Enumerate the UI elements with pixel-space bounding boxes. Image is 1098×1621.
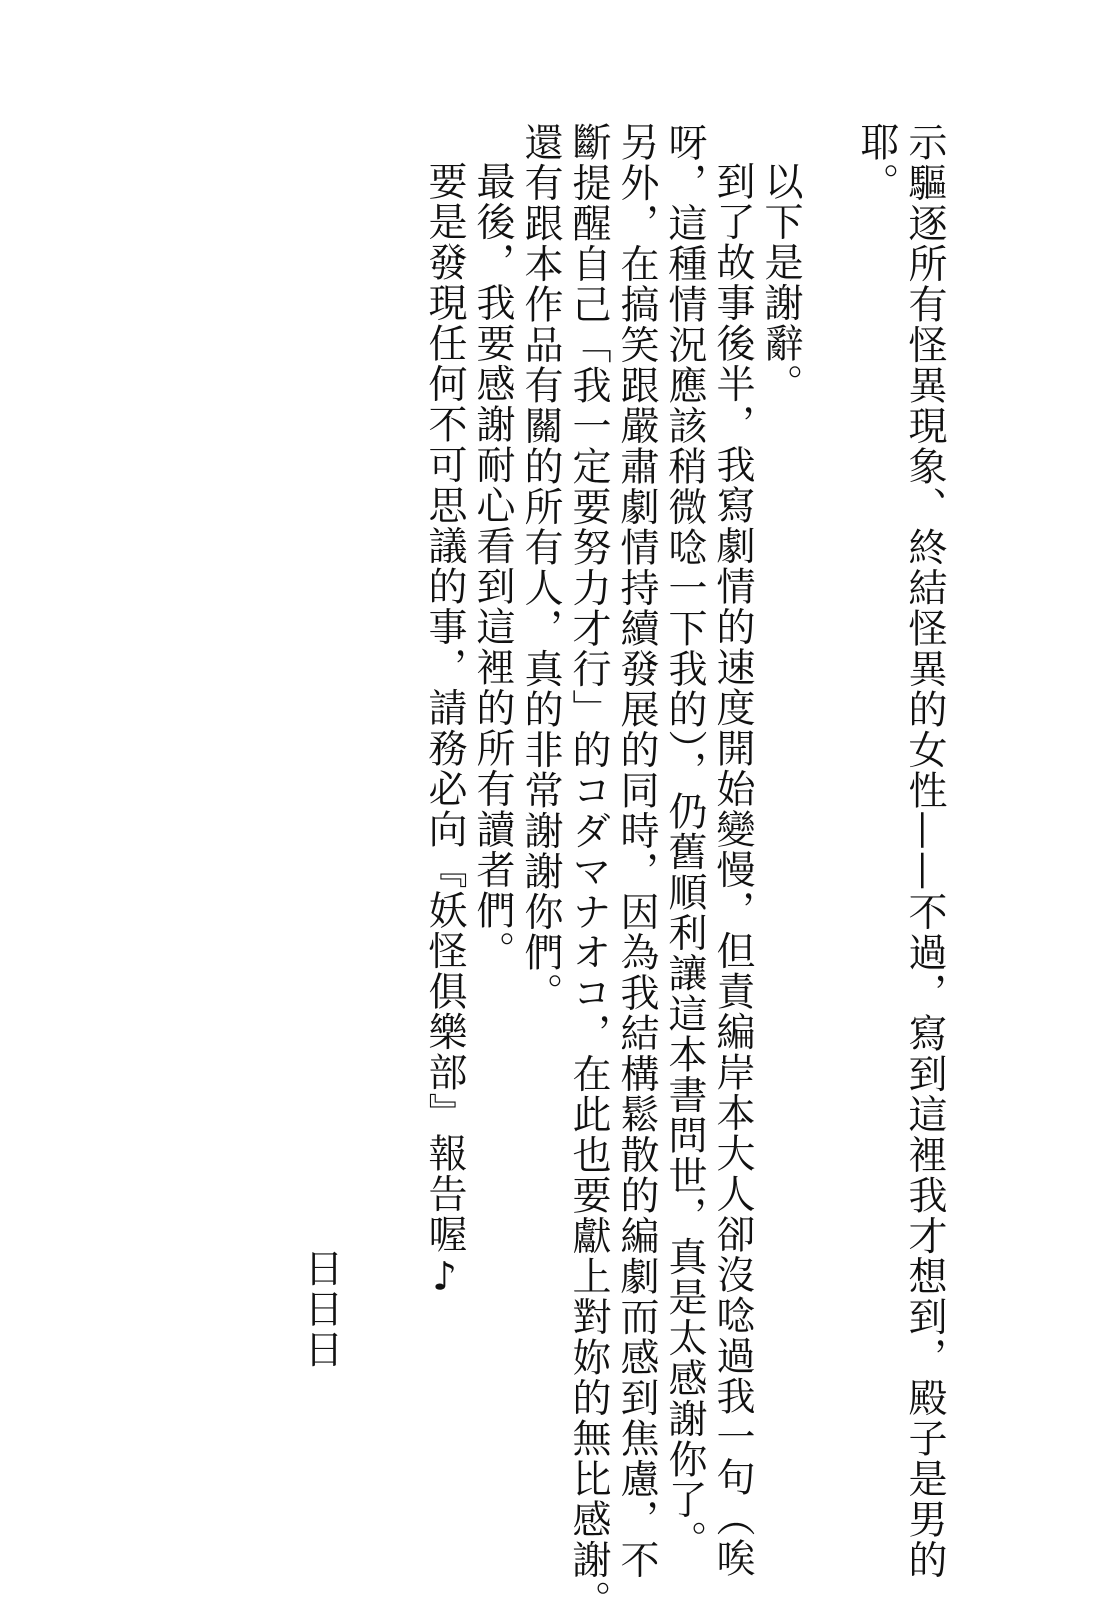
- text-line: 最後，我要感謝耐心看到這裡的所有讀者們。: [470, 161, 515, 971]
- text-line: 以下是謝辭。: [758, 161, 803, 404]
- text-line: 斷提醒自己「我一定要努力才行」的コダマナオコ，在此也要獻上對妳的無比感謝。: [566, 122, 611, 1621]
- text-line: 到了故事後半，我寫劇情的速度開始變慢，但責編岸本大人卻沒唸過我一句（唉: [710, 161, 755, 1579]
- blank-line: [804, 122, 852, 1422]
- author-signature: 日日日: [298, 1248, 343, 1370]
- text-line: 耶。: [854, 122, 899, 203]
- text-line: 示驅逐所有怪異現象、終結怪異的女性——不過，寫到這裡我才想到，殿子是男的: [902, 122, 947, 1580]
- text-line: 還有跟本作品有關的所有人，真的非常謝謝你們。: [518, 122, 563, 1013]
- vertical-text-body: [420, 122, 948, 1621]
- text-line: 呀，這種情況應該稍微唸一下我的），仍舊順利讓這本書問世，真是太感謝你了。: [662, 122, 707, 1561]
- text-line: 要是發現任何不可思議的事，請務必向『妖怪俱樂部』報告喔♪: [422, 161, 467, 1301]
- text-line: 另外，在搞笑跟嚴肅劇情持續發展的同時，因為我結構鬆散的編劇而感到焦慮，不: [614, 122, 659, 1580]
